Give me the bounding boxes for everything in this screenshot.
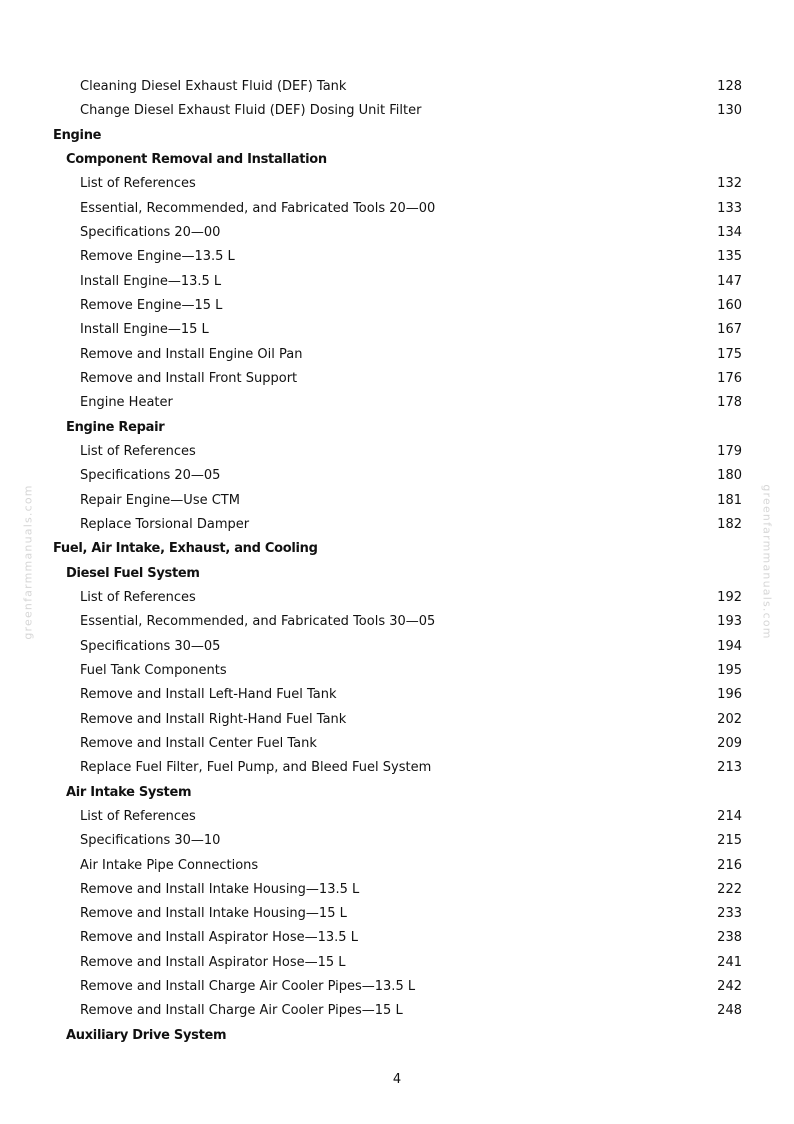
toc-entry-title: Specifications 20—05 [80,468,221,484]
toc-entry [0,610,794,634]
toc-entry [0,999,794,1023]
toc-entry [0,878,794,902]
toc-entry-page: 213 [717,760,742,776]
toc-entry [0,635,794,659]
toc-subsection-heading [0,1024,794,1048]
toc-section-heading [0,124,794,148]
toc-entry-title: List of References [80,443,196,459]
toc-entry [0,586,794,610]
toc-entry-title: Change Diesel Exhaust Fluid (DEF) Dosing Unit Filter [80,103,422,119]
toc-entry [0,732,794,756]
toc-entry-title: Remove and Install Center Fuel Tank [80,735,317,751]
toc-entry-title: Cleaning Diesel Exhaust Fluid (DEF) Tank [80,79,347,94]
toc-subsection-heading [0,148,794,172]
toc-entry [0,318,794,342]
toc-entry-title: Specifications 30—10 [80,833,221,849]
toc-entry-title: Remove Engine—15 L [80,297,223,313]
toc-entry-page: 135 [717,249,742,265]
toc-entry-page: 134 [717,224,742,240]
toc-entry-page: 182 [717,516,742,532]
toc-entry [0,440,794,464]
toc-entry-title: Replace Fuel Filter, Fuel Pump, and Bleed Fuel System [80,760,432,776]
toc-entry [0,367,794,391]
toc-entry-title: Diesel Fuel System [66,565,200,581]
toc-entry-page: 195 [717,662,742,678]
toc-entry [0,659,794,683]
toc-subsection-heading [0,562,794,586]
toc-entry-page: 242 [717,979,742,995]
toc-entry-title: Remove and Install Intake Housing—15 L [80,906,347,922]
toc-entry-title: Component Removal and Installation [66,151,327,167]
toc-entry-page: 176 [717,370,742,386]
toc-entry-page: 128 [717,79,742,94]
toc-entry-title: Engine Repair [66,419,165,435]
toc-entry-title: Install Engine—15 L [80,322,209,338]
toc-entry-title: Remove and Install Right-Hand Fuel Tank [80,711,347,727]
toc-subsection-heading [0,781,794,805]
toc-entry-title: Remove and Install Charge Air Cooler Pipes—15 L [80,1003,403,1019]
toc-entry-page: 181 [717,492,742,508]
toc-entry-title: Specifications 20—00 [80,224,221,240]
toc-entry-title: List of References [80,176,196,192]
toc-entry-title: Air Intake System [66,784,192,800]
toc-entry-page: 180 [717,468,742,484]
toc-entry-page: 167 [717,322,742,338]
toc-entry-page: 214 [717,808,742,824]
watermark-right: greenfarmmanuals.com [760,484,774,640]
toc-entry [0,513,794,537]
toc-entry [0,708,794,732]
toc-entry-page: 248 [717,1003,742,1019]
toc-entry-page: 209 [717,735,742,751]
toc-entry [0,391,794,415]
toc-entry-page: 215 [717,833,742,849]
toc-entry-title: Specifications 30—05 [80,638,221,654]
toc-entry-title: Replace Torsional Damper [80,516,250,532]
toc-section-heading [0,537,794,561]
toc-entry-title: Install Engine—13.5 L [80,273,222,289]
toc-entry-title: Remove and Install Intake Housing—13.5 L [80,881,360,897]
toc-subsection-heading [0,416,794,440]
toc-entry-title: Essential, Recommended, and Fabricated Tools 20—00 [80,200,436,216]
toc-entry [0,975,794,999]
toc-entry [0,99,794,123]
toc-entry-page: 175 [717,346,742,362]
toc-entry-title: Engine Heater [80,395,173,411]
toc-entry-page: 130 [717,103,742,119]
toc-entry [0,854,794,878]
toc-entry-page: 160 [717,297,742,313]
toc-entry-page: 238 [717,930,742,946]
toc-entry-page: 179 [717,443,742,459]
toc-entry-title: Engine [53,127,102,143]
toc-entry-title: Remove and Install Aspirator Hose—15 L [80,954,346,970]
toc-entry-title: Remove and Install Front Support [80,370,298,386]
toc-entry-title: Remove and Install Aspirator Hose—13.5 L [80,930,358,946]
toc-entry [0,270,794,294]
toc-entry [0,951,794,975]
toc-entry [0,489,794,513]
toc-entry-title: Remove and Install Charge Air Cooler Pipes—13.5 L [80,979,416,995]
toc-entry [0,464,794,488]
toc-entry-page: 147 [717,273,742,289]
toc-entry-title: Fuel, Air Intake, Exhaust, and Cooling [53,541,318,557]
toc-entry [0,343,794,367]
toc-entry [0,902,794,926]
toc-entry-page: 233 [717,906,742,922]
toc-entry [0,829,794,853]
page-number: 4 [392,1072,402,1087]
toc-entry-title: List of References [80,808,196,824]
toc-entry-page: 222 [717,881,742,897]
toc-entry-page: 196 [717,687,742,703]
toc-entry [0,805,794,829]
toc-entry-page: 193 [717,614,742,630]
toc-entry-title: Essential, Recommended, and Fabricated Tools 30—05 [80,614,436,630]
watermark-left: greenfarmmanuals.com [21,484,35,640]
toc-entry-title: Auxiliary Drive System [66,1027,227,1043]
table-of-contents [0,75,794,1048]
toc-entry-title: List of References [80,589,196,605]
toc-entry [0,75,794,99]
toc-entry-page: 133 [717,200,742,216]
toc-entry-title: Remove Engine—13.5 L [80,249,235,265]
toc-entry-title: Remove and Install Left-Hand Fuel Tank [80,687,337,703]
toc-entry [0,294,794,318]
toc-entry [0,197,794,221]
toc-entry [0,245,794,269]
toc-entry-page: 132 [717,176,742,192]
toc-entry-page: 216 [717,857,742,873]
toc-entry-title: Fuel Tank Components [80,662,227,678]
toc-entry-page: 202 [717,711,742,727]
toc-entry [0,756,794,780]
toc-entry [0,926,794,950]
toc-entry-title: Repair Engine—Use CTM [80,492,240,508]
toc-entry-title: Remove and Install Engine Oil Pan [80,346,303,362]
toc-entry-page: 241 [717,954,742,970]
toc-entry-page: 192 [717,589,742,605]
toc-entry-title: Air Intake Pipe Connections [80,857,259,873]
toc-entry-page: 194 [717,638,742,654]
toc-entry-page: 178 [717,395,742,411]
toc-entry [0,221,794,245]
toc-entry [0,172,794,196]
toc-entry [0,683,794,707]
